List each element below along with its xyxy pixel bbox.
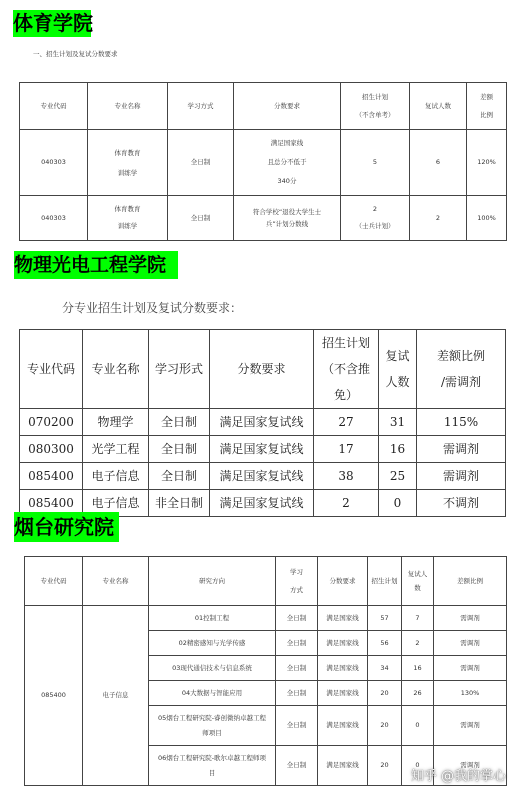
table-cell: 04大数据与智能应用 xyxy=(149,681,276,706)
table-cell: 电子信息 xyxy=(83,463,149,490)
header-cell xyxy=(314,330,379,409)
table-cell: 02精密感知与光学传感 xyxy=(149,631,276,656)
header-label: 专业代码 xyxy=(26,362,75,376)
table-cell: 需调剂 xyxy=(417,463,506,490)
table-cell: 20 xyxy=(368,746,402,786)
header-label: 差额 比例 xyxy=(480,93,493,119)
table-cell: 体育教育 训练学 xyxy=(88,196,168,241)
table-cell: 满足国家复试线 xyxy=(210,436,314,463)
table-cell: 光学工程 xyxy=(83,436,149,463)
table-cell: 需调剂 xyxy=(417,436,506,463)
table-cell: 040303 xyxy=(20,130,88,196)
header-cell xyxy=(168,83,234,130)
table-cell: 满足国家线 xyxy=(318,746,368,786)
header-cell xyxy=(318,557,368,606)
table-cell: 符合学校“退役大学生士 兵”计划分数线 xyxy=(234,196,341,241)
table-cell: 需调剂 xyxy=(434,631,507,656)
table-cell: 01控制工程 xyxy=(149,606,276,631)
table-cell: 57 xyxy=(368,606,402,631)
table-cell: 全日制 xyxy=(276,631,318,656)
table-cell: 体育教育 训练学 xyxy=(88,130,168,196)
table-cell: 0 xyxy=(379,490,417,517)
table-cell: 非全日制 xyxy=(149,490,210,517)
table-cell: 0 xyxy=(402,746,434,786)
table-cell: 2 xyxy=(314,490,379,517)
header-cell xyxy=(276,557,318,606)
table-cell: 25 xyxy=(379,463,417,490)
table-cell: 需调剂 xyxy=(434,746,507,786)
table-cell: 满足国家复试线 xyxy=(210,490,314,517)
table-cell: 06烟台工程研究院-歌尔卓越工程师项 目 xyxy=(149,746,276,786)
table-cell: 16 xyxy=(402,656,434,681)
table-cell: 全日制 xyxy=(149,463,210,490)
table-header-row xyxy=(25,557,507,606)
table-cell: 2 （士兵计划） xyxy=(341,196,410,241)
header-label: 分数要求 xyxy=(274,101,300,110)
header-label: 复试人数 xyxy=(425,101,451,110)
header-cell xyxy=(467,83,507,130)
table-cell: 085400 xyxy=(20,490,83,517)
table-cell: 115% xyxy=(417,409,506,436)
header-cell xyxy=(417,330,506,409)
header-label: 差额比例 xyxy=(457,576,483,585)
table-cell: 全日制 xyxy=(276,606,318,631)
table-cell: 03现代通信技术与信息系统 xyxy=(149,656,276,681)
table-header-row xyxy=(20,83,507,130)
table-cell: 满足国家线 xyxy=(318,656,368,681)
header-cell xyxy=(88,83,168,130)
header-cell xyxy=(210,330,314,409)
header-cell xyxy=(410,83,467,130)
header-label: 学习方式 xyxy=(187,101,214,110)
header-cell xyxy=(341,83,410,130)
table-cell: 31 xyxy=(379,409,417,436)
header-label: 分数要求 xyxy=(237,362,286,376)
header-label: 差额比例 /需调剂 xyxy=(436,349,485,389)
physics-table xyxy=(19,329,506,517)
section-title-yantai: 烟台研究院 xyxy=(14,512,119,542)
table-cell: 085400 xyxy=(20,463,83,490)
table-cell: 全日制 xyxy=(276,706,318,746)
table-cell: 085400 xyxy=(25,606,83,786)
table-cell: 2 xyxy=(410,196,467,241)
table-row xyxy=(20,463,506,490)
header-label: 招生计划 （不含单考） xyxy=(355,93,395,119)
table-cell: 5 xyxy=(341,130,410,196)
table-cell: 2 xyxy=(402,631,434,656)
table-cell: 38 xyxy=(314,463,379,490)
table-cell: 16 xyxy=(379,436,417,463)
sports-table xyxy=(19,82,507,241)
table-cell: 满足国家线 xyxy=(318,606,368,631)
table-cell: 080300 xyxy=(20,436,83,463)
header-label: 专业名称 xyxy=(114,101,141,110)
table-cell: 全日制 xyxy=(276,656,318,681)
header-label: 专业名称 xyxy=(91,362,140,376)
table-cell: 7 xyxy=(402,606,434,631)
table-cell: 满足国家线 且总分不低于 340分 xyxy=(234,130,341,196)
table-cell: 05烟台工程研究院-睿创微纳卓越工程 师项目 xyxy=(149,706,276,746)
header-label: 专业代码 xyxy=(40,101,67,110)
section-subtitle-physics: 分专业招生计划及复试分数要求： xyxy=(62,301,243,315)
table-cell: 120% xyxy=(467,130,507,196)
yantai-table xyxy=(24,556,507,786)
header-label: 学习形式 xyxy=(154,362,203,376)
table-cell: 34 xyxy=(368,656,402,681)
table-cell: 130% xyxy=(434,681,507,706)
header-cell xyxy=(149,557,276,606)
table-row xyxy=(20,130,507,196)
table-cell: 全日制 xyxy=(149,436,210,463)
table-cell: 满足国家线 xyxy=(318,681,368,706)
header-label: 复试人 数 xyxy=(407,570,428,592)
header-cell xyxy=(20,83,88,130)
watermark: 知乎 @我的掌心 xyxy=(410,769,506,784)
table-cell: 需调剂 xyxy=(434,606,507,631)
header-label: 学习 方式 xyxy=(290,568,303,594)
header-label: 专业名称 xyxy=(102,576,129,585)
header-cell xyxy=(368,557,402,606)
header-label: 研究方向 xyxy=(199,576,225,585)
section-title-physics: 物理光电工程学院 xyxy=(14,251,178,279)
table-cell: 全日制 xyxy=(276,746,318,786)
header-cell xyxy=(434,557,507,606)
table-cell: 全日制 xyxy=(149,409,210,436)
header-cell xyxy=(25,557,83,606)
table-cell: 全日制 xyxy=(276,681,318,706)
header-label: 复试 人数 xyxy=(385,349,410,389)
table-cell: 电子信息 xyxy=(83,606,149,786)
table-cell: 6 xyxy=(410,130,467,196)
table-cell: 全日制 xyxy=(168,130,234,196)
table-cell: 满足国家复试线 xyxy=(210,409,314,436)
table-cell: 不调剂 xyxy=(417,490,506,517)
table-cell: 需调剂 xyxy=(434,706,507,746)
section-subtitle-sports: 一、招生计划及复试分数要求 xyxy=(33,50,118,58)
header-cell xyxy=(83,557,149,606)
table-row xyxy=(25,606,507,631)
header-cell xyxy=(379,330,417,409)
table-cell: 26 xyxy=(402,681,434,706)
table-cell: 电子信息 xyxy=(83,490,149,517)
table-cell: 070200 xyxy=(20,409,83,436)
table-row xyxy=(20,409,506,436)
section-title-sports: 体育学院 xyxy=(13,11,93,35)
table-row xyxy=(20,196,507,241)
header-label: 专业代码 xyxy=(40,576,67,585)
header-cell xyxy=(149,330,210,409)
table-cell: 物理学 xyxy=(83,409,149,436)
header-label: 招生计划 xyxy=(371,576,398,585)
table-cell: 需调剂 xyxy=(434,656,507,681)
header-label: 招生计划 （不含推免） xyxy=(321,336,370,402)
table-cell: 56 xyxy=(368,631,402,656)
table-cell: 100% xyxy=(467,196,507,241)
table-cell: 满足国家线 xyxy=(318,631,368,656)
header-cell xyxy=(234,83,341,130)
header-label: 分数要求 xyxy=(329,576,356,585)
table-cell: 17 xyxy=(314,436,379,463)
header-cell xyxy=(20,330,83,409)
table-cell: 0 xyxy=(402,706,434,746)
table-row xyxy=(20,436,506,463)
table-cell: 满足国家复试线 xyxy=(210,463,314,490)
header-cell xyxy=(402,557,434,606)
table-cell: 040303 xyxy=(20,196,88,241)
header-cell xyxy=(83,330,149,409)
table-cell: 满足国家线 xyxy=(318,706,368,746)
table-header-row xyxy=(20,330,506,409)
table-cell: 20 xyxy=(368,706,402,746)
table-cell: 20 xyxy=(368,681,402,706)
table-cell: 全日制 xyxy=(168,196,234,241)
table-cell: 27 xyxy=(314,409,379,436)
